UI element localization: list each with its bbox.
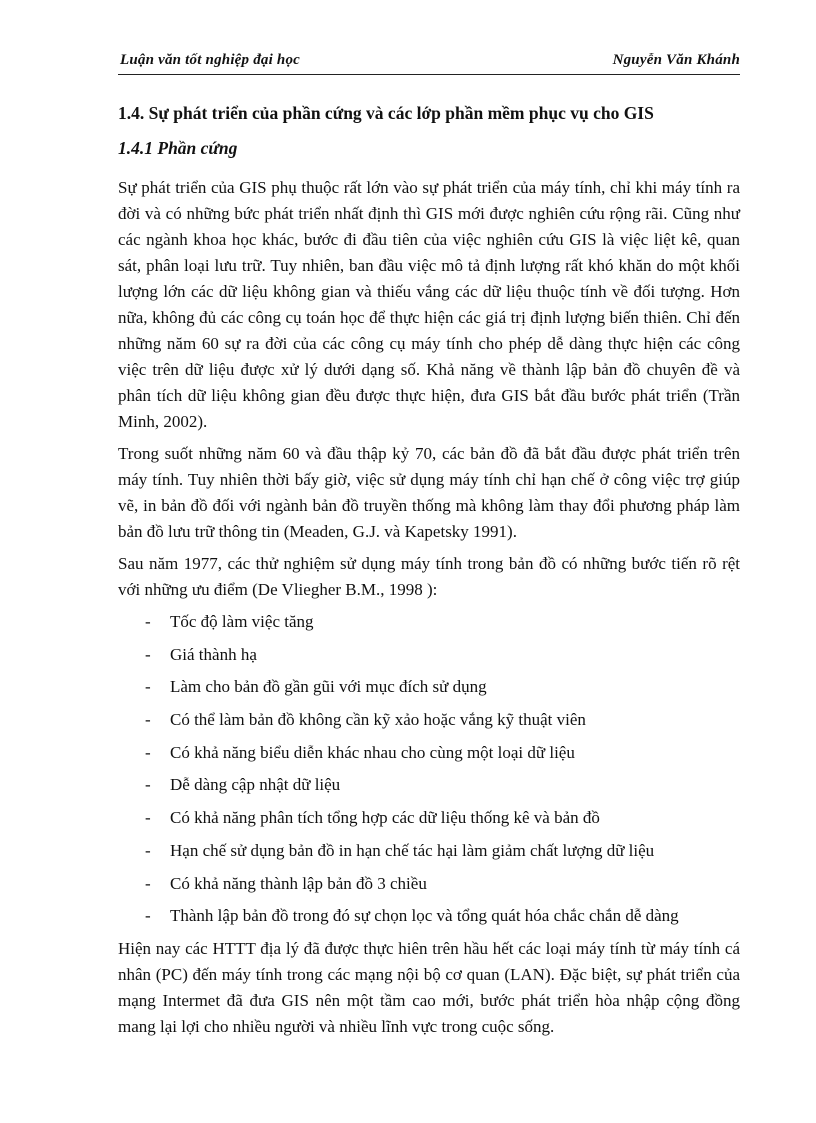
bullet-dash: - bbox=[145, 775, 151, 795]
list-item bbox=[118, 772, 740, 798]
header-thesis-label: Luận văn tốt nghiệp đại học bbox=[120, 52, 301, 68]
header-divider bbox=[118, 74, 740, 75]
bullet-dash: - bbox=[145, 742, 151, 762]
list-item-text: Làm cho bản đồ gần gũi với mục đích sử dụng bbox=[170, 677, 487, 697]
bullet-dash: - bbox=[145, 710, 151, 730]
list-item bbox=[118, 838, 740, 864]
bullet-dash: - bbox=[145, 644, 151, 664]
list-item-text: Có khả năng thành lập bản đồ 3 chiều bbox=[170, 873, 427, 893]
paragraph-60s-70s: Trong suốt những năm 60 và đầu thập kỷ 70, các bản đồ đã bắt đầu được phát triển trên máy tính. Tuy nhiên thời bấy giờ, việc sử dụng máy tính chỉ hạn chế ở công việc trợ giúp vẽ, in bản đồ đối với ngành bản đồ truyền thống mà không làm thay đổi phương pháp làm bản đồ lưu trữ thông tin (Meaden, G.J. và Kapetsky 1991). bbox=[118, 444, 740, 541]
page-header bbox=[118, 48, 740, 78]
list-item-text: Giá thành hạ bbox=[170, 644, 257, 664]
section-title: 1.4. Sự phát triển của phần cứng và các lớp phần mềm phục vụ cho GIS bbox=[118, 103, 654, 123]
list-item-text: Có thể làm bản đồ không cần kỹ xảo hoặc vắng kỹ thuật viên bbox=[170, 710, 586, 730]
list-item bbox=[118, 609, 740, 635]
header-author-name: Nguyễn Văn Khánh bbox=[612, 52, 740, 68]
list-item-text: Dễ dàng cập nhật dữ liệu bbox=[170, 775, 341, 795]
list-item-text: Có khả năng phân tích tổng hợp các dữ liệu thống kê và bản đồ bbox=[170, 808, 600, 828]
list-item-text: Tốc độ làm việc tăng bbox=[170, 612, 314, 631]
paragraph-after-1977: Sau năm 1977, các thử nghiệm sử dụng máy tính trong bản đồ có những bước tiến rõ rệt với những ưu điểm (De Vliegher B.M., 1998 ): bbox=[118, 554, 740, 599]
bullet-dash: - bbox=[145, 906, 151, 926]
subsection-title: 1.4.1 Phần cứng bbox=[118, 138, 238, 158]
list-item bbox=[118, 674, 740, 700]
list-item-text: Có khả năng biểu diễn khác nhau cho cùng một loại dữ liệu bbox=[170, 742, 575, 762]
list-item-text: Thành lập bản đồ trong đó sự chọn lọc và tổng quát hóa chắc chắn dễ dàng bbox=[170, 906, 679, 926]
list-item bbox=[118, 740, 740, 766]
list-item bbox=[118, 805, 740, 831]
bullet-dash: - bbox=[145, 808, 151, 828]
bullet-dash: - bbox=[145, 677, 151, 697]
bullet-dash: - bbox=[145, 873, 151, 893]
list-item bbox=[118, 903, 740, 929]
list-item bbox=[118, 642, 740, 668]
list-item-text: Hạn chế sử dụng bản đồ in hạn chế tác hại làm giảm chất lượng dữ liệu bbox=[170, 840, 655, 860]
list-item bbox=[118, 871, 740, 897]
bullet-dash: - bbox=[145, 840, 151, 860]
page-body bbox=[118, 100, 740, 1046]
list-item bbox=[118, 707, 740, 733]
paragraph-current-status: Hiện nay các HTTT địa lý đã được thực hiên trên hầu hết các loại máy tính từ máy tính cá nhân (PC) đến máy tính trong các mạng nội bộ cơ quan (LAN). Đặc biệt, sự phát triển của mạng Intermet đã đưa GIS nên một tầm cao mới, bước phát triển hòa nhập cộng đồng mang lại lợi cho nhiều người và nhiều lĩnh vực trong cuộc sống. bbox=[118, 938, 740, 1036]
bullet-dash: - bbox=[145, 612, 151, 631]
paragraph-gis-history: Sự phát triển của GIS phụ thuộc rất lớn vào sự phát triển của máy tính, chỉ khi máy tính ra đời và có những bức phát triển nhất định thì GIS mới được nghiên cứu rộng rãi. Cũng như các ngành khoa học khác, bước đi đầu tiên của việc nghiên cứu GIS là việc liệt kê, quan sát, phân loại lưu trữ. Tuy nhiên, ban đầu việc mô tả định lượng rất khó khăn do một khối lượng lớn các dữ liệu không gian và thiếu vắng các dữ liệu thuộc tính về đối tượng. Hơn nữa, không đủ các công cụ toán học để thực hiện các giá trị định lượng biến thiên. Chỉ đến những năm 60 sự ra đời của các công cụ máy tính cho phép dễ dàng thực hiện các công việc trên dữ liệu được xử lý dưới dạng số. Khả năng về thành lập bản đồ chuyên đề và phân tích dữ liệu không gian đều được thực hiện, đưa GIS bắt đầu bước phát triển (Trần Minh, 2002). bbox=[118, 178, 740, 431]
advantages-list bbox=[118, 609, 740, 929]
